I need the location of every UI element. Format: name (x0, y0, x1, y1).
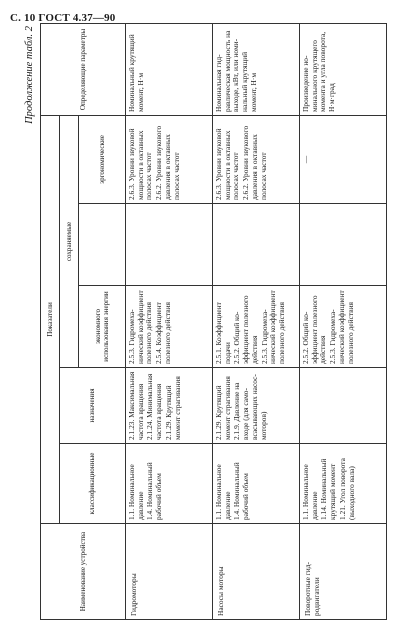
cell-item: 1.1. Номинальное давление (301, 464, 319, 520)
cell-item: 2.1.29. Крутящий момент страгивания (163, 376, 182, 440)
cell-economic (213, 286, 300, 368)
indicators-table (40, 23, 387, 620)
page-header: С. 10 ГОСТ 4.37—90 (10, 12, 116, 24)
header-blank (79, 204, 126, 286)
cell-device: Поворотные гидродвигатели (300, 524, 387, 620)
cell-item: 1.1. Номинальное давление (127, 464, 145, 520)
cell-economic (126, 286, 213, 368)
cell-item: 2.5.3. Гидромеханический коэффициент полезного действия (127, 290, 154, 364)
cell-item: 1.21. Угол поворота (выходного вала) (337, 458, 356, 520)
table-row-rotary-actuators (300, 23, 387, 619)
cell-item: 2.6.2. Уровни звукового давления в октавных полосах частот (241, 125, 268, 200)
cell-ergonomic (126, 115, 213, 203)
cell-device: Насосы моторы (213, 524, 300, 620)
cell-item: 2.1.9. Давление на входе (для самовсасывающих насос-моторов) (232, 374, 268, 440)
cell-item: 2.1.29. Крутящий момент страгивания (214, 376, 232, 440)
cell-item: 2.5.4. Коэффициент полезного действия (154, 302, 172, 364)
cell-item: 1.1. Номинальное давление (214, 464, 232, 520)
cell-purpose (213, 368, 300, 444)
cell-item: 1.14. Номинальный крутящий момент (319, 458, 338, 520)
cell-item: 2.5.3. Гидромеханический коэффициент полезного действия (259, 290, 287, 364)
cell-item: 2.5.1. Коэффициент подачи (214, 302, 232, 364)
cell-item: 1.4. Номинальный рабочий объем (232, 462, 251, 520)
cell-purpose (300, 368, 387, 444)
header-purpose: назначения (60, 368, 126, 444)
header-indicators: Показатели (41, 115, 60, 523)
cell-item: 2.5.2. Общий коэффициент полезного действия (232, 295, 259, 364)
cell-item: 2.5.3. Гидромеханический коэффициент полезного действия (328, 290, 355, 364)
cell-blank (126, 204, 213, 286)
cell-item: 2.6.3. Уровни звуковой мощности в октавных полосах частот (214, 128, 241, 200)
header-classification: классификационные (60, 444, 126, 524)
cell-item: 2.1.23. Максимальная частота вращения (127, 371, 145, 440)
cell-item: 2.6.3. Уровни звуковой мощности в октавных полосах частот (127, 128, 154, 200)
header-device: Наименование устройства (41, 524, 126, 620)
rotated-table-area (24, 24, 388, 620)
cell-economic (300, 286, 387, 368)
cell-defining: Произведение номинального крутящего момента и угла поворота, Н·м·град (300, 23, 387, 115)
cell-item: 2.5.2. Общий коэффициент полезного действия (301, 295, 328, 364)
cell-ergonomic (213, 115, 300, 203)
cell-purpose (126, 368, 213, 444)
cell-classification (213, 444, 300, 524)
cell-blank (300, 204, 387, 286)
table-continuation-caption: Продолжение табл. 2 (24, 26, 35, 124)
header-composite: сохраняемые (60, 115, 79, 367)
table-row-pump-motors (213, 23, 300, 619)
cell-item: 1.4. Номинальный рабочий объем (145, 462, 164, 520)
cell-classification (126, 444, 213, 524)
header-economic: экономного использования энергии (79, 286, 126, 368)
header-ergonomic: эргономические (79, 115, 126, 203)
header-row-top (41, 23, 60, 619)
cell-ergonomic: — (300, 115, 387, 203)
cell-blank (213, 204, 300, 286)
table-row-hydromotors (126, 23, 213, 619)
header-defining: Определяющие параметры (41, 23, 126, 115)
cell-item: 2.6.2. Уровни звукового давления в октавных полосах частот (154, 125, 181, 200)
cell-classification (300, 444, 387, 524)
cell-device: Гидромоторы (126, 524, 213, 620)
cell-defining: Номинальная гидравлическая мощность на выходе, кВт, или номинальный крутящий момент, Н·м (213, 23, 300, 115)
cell-item: 2.1.24. Минимальная частота вращения (145, 373, 164, 440)
cell-defining: Номинальный крутящий момент, Н·м (126, 23, 213, 115)
